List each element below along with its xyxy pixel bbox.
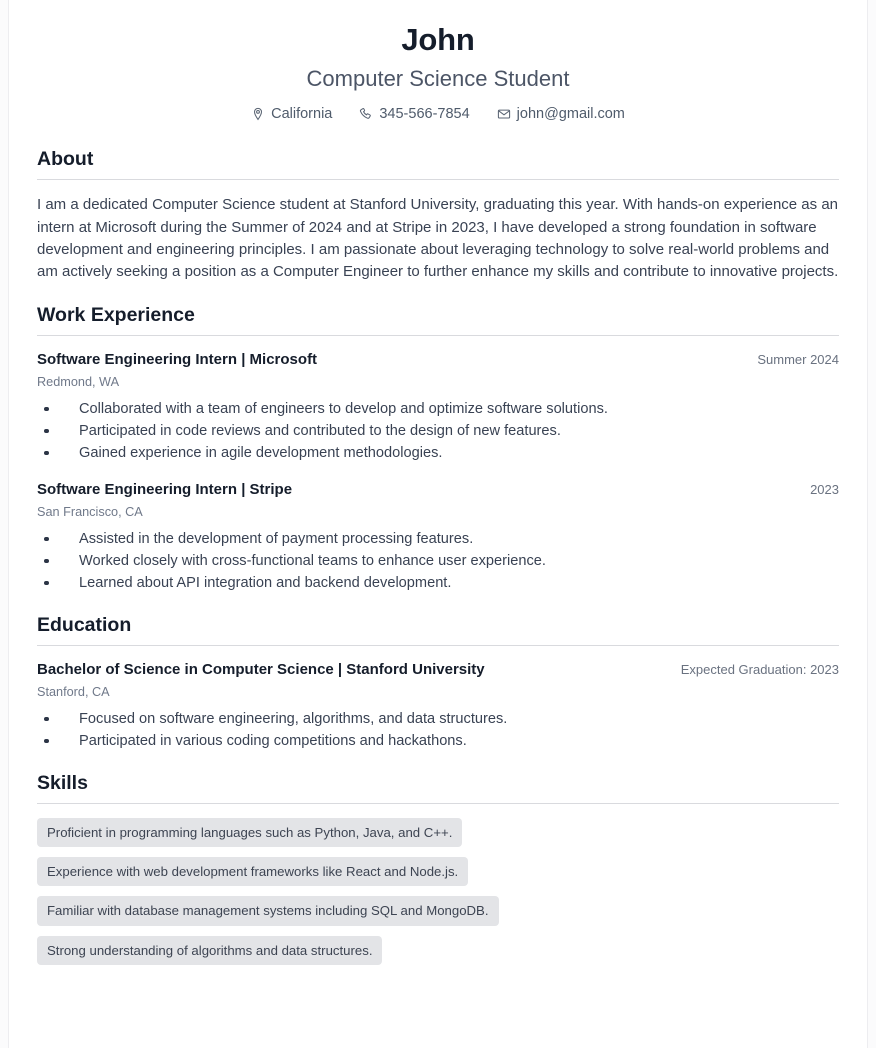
education-divider: [37, 645, 839, 646]
contact-location-value: California: [271, 106, 333, 123]
work-entry-location: San Francisco, CA: [37, 505, 143, 519]
list-item: Collaborated with a team of engineers to develop and optimize software solutions.: [37, 398, 839, 420]
work-entry-title: Software Engineering Intern | Stripe: [37, 480, 293, 498]
about-divider: [37, 179, 839, 180]
education-entry-title: Bachelor of Science in Computer Science | Stanford University: [37, 660, 485, 678]
list-item: Assisted in the development of payment processing features.: [37, 528, 839, 550]
skills-list: [37, 818, 839, 965]
section-about: [37, 148, 839, 284]
education-entry-bullets: [37, 708, 839, 752]
work-entry-date: 2023: [810, 481, 839, 497]
list-item: Participated in code reviews and contributed to the design of new features.: [37, 420, 839, 442]
list-item: Learned about API integration and backend development.: [37, 572, 839, 594]
contact-row: [37, 106, 839, 128]
resume-page: [8, 0, 868, 1048]
work-entry-top: [37, 480, 839, 500]
education-entry: [37, 660, 839, 752]
about-text: I am a dedicated Computer Science student at Stanford University, graduating this year. With hands-on experience as an intern at Microsoft during the Summer of 2024 and at Stripe in 2023, I have developed a strong foundation in software development and engineering principles. I am passionate about leveraging technology to solve real-world problems and am actively seeking a position as a Computer Engineer to further enhance my skills and contribute to innovative projects.: [37, 196, 839, 281]
list-item: Focused on software engineering, algorithms, and data structures.: [37, 708, 839, 730]
candidate-headline: Computer Science Student: [306, 65, 570, 91]
skills-heading: Skills: [37, 771, 88, 794]
education-entry-date: Expected Graduation: 2023: [680, 661, 839, 677]
list-item: Gained experience in agile development methodologies.: [37, 442, 839, 464]
work-entry: [37, 350, 839, 464]
envelope-icon: [497, 107, 511, 121]
about-heading: About: [37, 148, 94, 171]
work-entry-title: Software Engineering Intern | Microsoft: [37, 351, 318, 368]
skill-pill: Familiar with database management systems including SQL and MongoDB.: [37, 896, 499, 925]
contact-phone[interactable]: [359, 106, 469, 122]
skill-pill: Proficient in programming languages such as Python, Java, and C++.: [37, 818, 462, 847]
work-entry-bullets: [37, 528, 839, 594]
candidate-name: John: [401, 22, 475, 57]
work-entry-location: Redmond, WA: [37, 375, 120, 390]
skill-pill: Strong understanding of algorithms and data structures.: [37, 936, 382, 965]
contact-location[interactable]: [251, 106, 332, 122]
phone-icon: [359, 107, 373, 121]
list-item: Worked closely with cross-functional teams to enhance user experience.: [37, 550, 839, 572]
section-work-experience: [37, 304, 839, 594]
education-entry-top: [37, 660, 839, 680]
work-divider: [37, 335, 839, 336]
work-entry-top: [37, 350, 839, 370]
location-pin-icon: [251, 107, 265, 121]
skills-divider: [37, 803, 839, 804]
work-entry-bullets: [37, 398, 839, 464]
contact-email-value: john@gmail.com: [516, 106, 625, 123]
resume-header: [37, 0, 839, 128]
work-heading: Work Experience: [37, 303, 195, 326]
work-entry-date: Summer 2024: [757, 352, 839, 367]
contact-email[interactable]: [497, 106, 625, 122]
education-heading: Education: [37, 613, 132, 636]
work-entry: [37, 480, 839, 594]
list-item: Participated in various coding competitions and hackathons.: [37, 730, 839, 752]
section-education: [37, 614, 839, 752]
contact-phone-value: 345-566-7854: [379, 106, 470, 123]
section-skills: [37, 772, 839, 965]
education-entry-location: Stanford, CA: [37, 685, 110, 700]
skill-pill: Experience with web development frameworks like React and Node.js.: [37, 857, 468, 886]
